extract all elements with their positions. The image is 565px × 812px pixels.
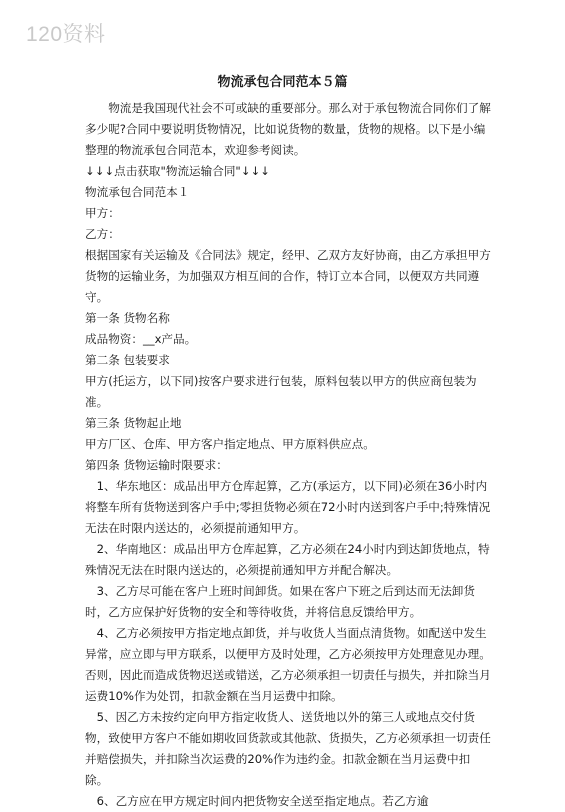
paragraph: 5、因乙方未按约定向甲方指定收货人、送货地以外的第三人或地点交付货物，致使甲方客户不能如期收回货款或其他款、货损失，乙方必须承担一切责任并赔偿损失，并扣除当次运费的20%作为违约金。扣款金额在当月运费中扣除。 — [85, 710, 491, 787]
paragraph: 第二条 包装要求 — [85, 353, 170, 367]
paragraph: 6、乙方应在甲方规定时间内把货物安全送至指定地点。若乙方逾 — [96, 794, 429, 808]
paragraph: 第四条 货物运输时限要求： — [85, 458, 228, 472]
paragraph: 2、华南地区：成品出甲方仓库起算，乙方必须在24小时内到达卸货地点，特殊情况无法在时限内送达的，必须提前通知甲方并配合解决。 — [85, 542, 490, 577]
paragraph: 甲方： — [85, 206, 120, 220]
paragraph: 乙方： — [85, 227, 120, 241]
paragraph: ↓↓↓点击获取"物流运输合同"↓↓↓ — [85, 164, 270, 178]
paragraph: 3、乙方尽可能在客户上班时间卸货。如果在客户下班之后到达而无法卸货时，乙方应保护好货物的安全和等待收货，并将信息反馈给甲方。 — [85, 584, 475, 619]
paragraph: 成品物资：__x产品。 — [85, 332, 197, 346]
paragraph: 甲方厂区、仓库、甲方客户指定地点、甲方原料供应点。 — [85, 437, 375, 451]
paragraph: 甲方(托运方，以下同)按客户要求进行包装，原料包装以甲方的供应商包装为准。 — [85, 374, 477, 409]
paragraph: 第一条 货物名称 — [85, 311, 170, 325]
paragraph: 物流承包合同范本１ — [85, 185, 190, 199]
paragraph: 根据国家有关运输及《合同法》规定，经甲、乙双方友好协商，由乙方承担甲方货物的运输业务，为加强双方相互间的合作，特订立本合同，以便双方共同遵守。 — [85, 248, 491, 304]
paragraph: 1、华东地区：成品出甲方仓库起算，乙方(承运方，以下同)必须在36小时内将整车所有货物送到客户手中;零担货物必须在72小时内送到客户手中;特殊情况无法在时限内送达的，必须提前通知甲方。 — [85, 479, 491, 535]
paragraph: 物流是我国现代社会不可或缺的重要部分。那么对于承包物流合同你们了解多少呢?合同中要说明货物情况，比如说货物的数量，货物的规格。以下是小编整理的物流承包合同范本，欢迎参考阅读。 — [85, 101, 491, 157]
paragraph: 第三条 货物起止地 — [85, 416, 182, 430]
paragraph: 4、乙方必须按甲方指定地点卸货，并与收货人当面点清货物。如配送中发生异常，应立即与甲方联系，以便甲方及时处理，乙方必须按甲方处理意见办理。否则，因此而造成货物迟送或错送，乙方必须承担一切责任与损失，并扣除当月运费10%作为处罚，扣款金额在当月运费中扣除。 — [85, 626, 491, 703]
document-title: 物流承包合同范本５篇 — [217, 75, 348, 90]
watermark: 120资料 — [26, 23, 106, 46]
document-body — [85, 98, 493, 812]
